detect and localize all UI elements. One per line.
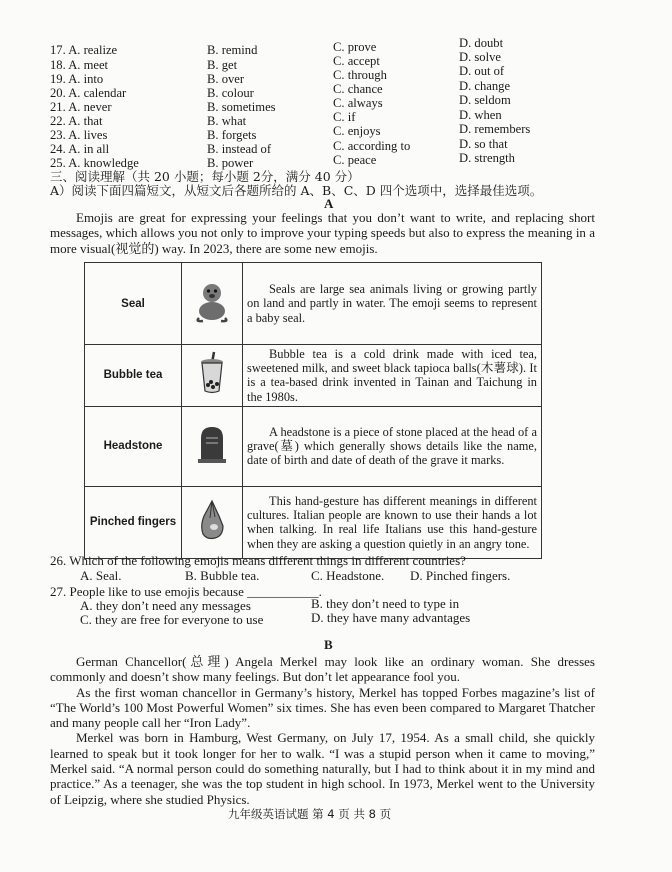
- cloze-option-21-a[interactable]: 21. A. never: [50, 100, 112, 114]
- question-26-option-b[interactable]: B. Bubble tea.: [185, 568, 260, 583]
- emoji-description: A headstone is a piece of stone placed at the head of a grave(墓) which generally shows details like the name, date of birth and date of death of the grave it marks.: [243, 406, 542, 486]
- cloze-option-18-b[interactable]: B. get: [207, 58, 238, 72]
- cloze-option-17-c[interactable]: C. prove: [333, 40, 377, 54]
- question-26-stem: 26. Which of the following emojis means different things in different countries?: [50, 553, 466, 568]
- headstone-icon: [182, 406, 243, 486]
- cloze-option-17-b[interactable]: B. remind: [207, 43, 258, 57]
- emoji-name: Bubble tea: [85, 345, 182, 407]
- cloze-option-20-b[interactable]: B. colour: [207, 86, 254, 100]
- cloze-option-19-d[interactable]: D. out of: [459, 64, 505, 78]
- cloze-option-20-d[interactable]: D. change: [459, 79, 511, 93]
- passage-b: [50, 654, 595, 807]
- cloze-option-17-a[interactable]: 17. A. realize: [50, 43, 118, 57]
- cloze-option-18-d[interactable]: D. solve: [459, 50, 501, 64]
- passage-b-label: B: [324, 637, 333, 652]
- section3-instruction: A）阅读下面四篇短文，从短文后各题所给的 A、B、C、D 四个选项中，选择最佳选项。: [50, 183, 543, 198]
- emoji-name: Seal: [85, 263, 182, 345]
- cloze-option-24-c[interactable]: C. according to: [333, 139, 411, 153]
- section3-heading: 三、阅读理解（共 20 小题；每小题 2分，满分 40 分）: [50, 169, 360, 184]
- cloze-option-23-d[interactable]: D. remembers: [459, 122, 531, 136]
- question-27-stem: 27. People like to use emojis because ___________.: [50, 584, 322, 599]
- cloze-option-23-b[interactable]: B. forgets: [207, 128, 257, 142]
- cloze-option-25-c[interactable]: C. peace: [333, 153, 377, 167]
- cloze-option-18-c[interactable]: C. accept: [333, 54, 380, 68]
- cloze-option-20-a[interactable]: 20. A. calendar: [50, 86, 127, 100]
- cloze-option-20-c[interactable]: C. chance: [333, 82, 383, 96]
- passage-a-label: A: [324, 196, 334, 211]
- emoji-description: Bubble tea is a cold drink made with iced tea, sweetened milk, and sweet black tapioca balls(木薯球). It is a tea-based drink invented in Tainan and Taichung in the 1980s.: [243, 345, 542, 407]
- pinched-fingers-icon: [182, 486, 243, 558]
- passage-a-intro-text: Emojis are great for expressing your feelings that you don’t want to write, and replacing short messages, which allows you not only to improve your typing speeds but also to express the meaning in a more visual(视觉的) way. In 2023, there are some new emojis.: [50, 210, 595, 256]
- table-row: [85, 406, 542, 486]
- question-27-option-a[interactable]: A. they don’t need any messages: [80, 598, 251, 613]
- cloze-option-24-d[interactable]: D. so that: [459, 137, 508, 151]
- passage-b-paragraph: Merkel was born in Hamburg, West Germany, on July 17, 1954. As a small child, she quickly learned to speak but it took longer for her to walk. “I was a stupid person when it came to moving,” Merkel said. “A normal person could do something naturally, but I had to think about it in my mind and practice.” As a teenager, she was the top student in high school. In 1973, Merkel went to the University of Leipzig, where she studied Physics.: [50, 730, 595, 807]
- question-27-option-c[interactable]: C. they are free for everyone to use: [80, 612, 264, 627]
- cloze-option-22-d[interactable]: D. when: [459, 108, 502, 122]
- cloze-option-24-b[interactable]: B. instead of: [207, 142, 272, 156]
- passage-b-paragraph: German Chancellor(总理) Angela Merkel may look like an ordinary woman. She dresses commonly and doesn’t show many feelings. But don’t let appearance fool you.: [50, 654, 595, 685]
- cloze-option-22-c[interactable]: C. if: [333, 110, 356, 124]
- table-row: [85, 263, 542, 345]
- cloze-option-22-b[interactable]: B. what: [207, 114, 247, 128]
- cloze-option-18-a[interactable]: 18. A. meet: [50, 58, 109, 72]
- emoji-name: Headstone: [85, 406, 182, 486]
- cloze-option-21-d[interactable]: D. seldom: [459, 93, 511, 107]
- emoji-description: This hand-gesture has different meanings in different cultures. Italian people are known to use their hands a lot when talking. In real life Italians use this hand-gesture when they are asking a question quietly in an angry tone.: [243, 486, 542, 558]
- question-26-option-a[interactable]: A. Seal.: [80, 568, 122, 583]
- page-footer: 九年级英语试题 第 4 页 共 8 页: [228, 807, 392, 821]
- question-27-option-d[interactable]: D. they have many advantages: [311, 610, 471, 625]
- cloze-option-24-a[interactable]: 24. A. in all: [50, 142, 110, 156]
- cloze-option-22-a[interactable]: 22. A. that: [50, 114, 103, 128]
- emoji-table: [84, 262, 542, 559]
- cloze-option-17-d[interactable]: D. doubt: [459, 36, 504, 50]
- cloze-option-23-c[interactable]: C. enjoys: [333, 124, 381, 138]
- cloze-option-23-a[interactable]: 23. A. lives: [50, 128, 108, 142]
- cloze-option-25-b[interactable]: B. power: [207, 156, 254, 170]
- cloze-option-21-b[interactable]: B. sometimes: [207, 100, 276, 114]
- passage-a-intro: [50, 210, 595, 256]
- table-row: [85, 486, 542, 558]
- emoji-name: Pinched fingers: [85, 486, 182, 558]
- cloze-option-25-d[interactable]: D. strength: [459, 151, 515, 165]
- cloze-option-19-c[interactable]: C. through: [333, 68, 387, 82]
- emoji-description: Seals are large sea animals living or growing partly on land and partly in water. The emoji seems to represent a baby seal.: [243, 263, 542, 345]
- passage-b-paragraph: As the first woman chancellor in Germany’s history, Merkel has topped Forbes magazine’s list of “The World’s 100 Most Powerful Women” six times. She has even been compared to Margaret Thatcher and many people call her “Iron Lady”.: [50, 684, 595, 731]
- table-row: [85, 345, 542, 407]
- question-26-option-c[interactable]: C. Headstone.: [311, 568, 385, 583]
- cloze-option-21-c[interactable]: C. always: [333, 96, 383, 110]
- cloze-option-19-b[interactable]: B. over: [207, 72, 245, 86]
- cloze-option-25-a[interactable]: 25. A. knowledge: [50, 156, 139, 170]
- cloze-option-19-a[interactable]: 19. A. into: [50, 72, 104, 86]
- bubble-tea-icon: [182, 345, 243, 407]
- question-27-option-b[interactable]: B. they don’t need to type in: [311, 596, 460, 611]
- seal-icon: [182, 263, 243, 345]
- question-26-option-d[interactable]: D. Pinched fingers.: [410, 568, 511, 583]
